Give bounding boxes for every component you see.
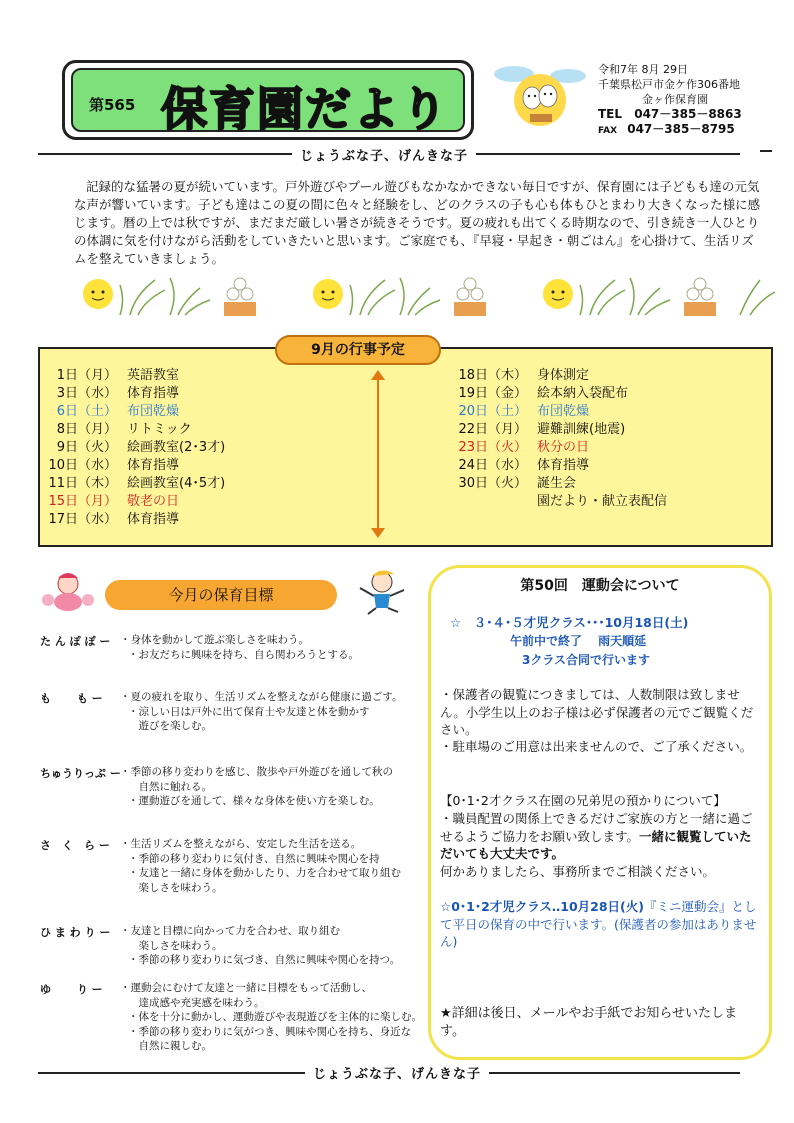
event-row [30, 367, 225, 385]
goal-line: ・友達と目標に向かって力を合わせ、取り組む [120, 925, 341, 937]
class-tanpopo-name: た ん ぽ ぽ ー [40, 635, 111, 648]
grass-icon [170, 278, 210, 315]
fax-label: FAX [598, 126, 618, 136]
class-tanpopo-goals [120, 633, 359, 662]
event-date: 20日（土） [458, 404, 527, 419]
goals-title: 今月の保育目標 [105, 580, 337, 610]
title-banner [62, 60, 474, 140]
sports-mini-event [440, 898, 758, 951]
event-date: 11日（木） [48, 476, 117, 491]
event-row [440, 493, 667, 511]
dango-icon [684, 278, 716, 316]
sports-sibling-bold: 一緒に観覧していただいても大丈夫です。 [440, 828, 752, 861]
goal-line: ・季節の移り変わりに気付き、自然に興味や関心を持 [128, 852, 380, 865]
event-date: 9日（火） [56, 440, 117, 455]
sports-footer-note: ★詳細は後日、メールやお手紙でお知らせいたします。 [440, 1006, 738, 1039]
event-text: 誕生会 [537, 476, 577, 491]
moon-icon [313, 279, 343, 309]
class-himawari-name: ひ ま わ り ー [40, 926, 111, 939]
event-row [30, 493, 225, 511]
event-text: 敬老の日 [127, 494, 180, 509]
sports-para-viewing: ・保護者の観覧につきましては、人数制限は致しません。小学生以上のお子様は必ず保護者の元でご観覧ください。 [440, 687, 754, 737]
events-title: 9月の行事予定 [275, 335, 441, 365]
event-text: 体育指導 [537, 458, 590, 473]
goal-line: ・身体を動かして遊ぶ楽しさを味わう。 [120, 634, 309, 646]
class-sakura-name: さ く ら ー [40, 839, 110, 852]
issue-number: 第565 [89, 96, 136, 114]
nursery-name: 金ヶ作保育園 [642, 93, 708, 106]
event-row [440, 421, 667, 439]
dango-icon [454, 278, 486, 316]
sports-joint-note: 3クラス合同で行います [522, 653, 650, 667]
class-tulip-name: ちゅうりっぷ ー [40, 767, 121, 780]
event-row [30, 457, 225, 475]
goal-line: ・お友だちに興味を持ち、自ら関わろうとする。 [128, 648, 359, 661]
event-date: 6日（土） [56, 404, 117, 419]
event-row [440, 367, 667, 385]
event-row [440, 475, 667, 493]
title-banner-inner [71, 68, 465, 136]
event-text: 絵画教室(2･3才) [127, 440, 226, 455]
top-divider-tick [760, 150, 772, 152]
event-text: 布団乾燥 [537, 404, 590, 419]
sports-sibling-body: ・職員配置の関係上できるだけご家族の方と一緒に過ごせるようご協力をお願い致します。 [440, 811, 753, 844]
class-momo-goals [120, 690, 402, 734]
event-text: 秋分の日 [537, 440, 590, 455]
goal-line: ・運動遊びを通して、様々な身体を使い方を楽しむ。 [128, 795, 380, 807]
event-text: 体育指導 [127, 458, 180, 473]
top-slogan: じょうぶな子、げんきな子 [292, 145, 476, 164]
class-sakura-goals [120, 837, 401, 895]
dango-icon [224, 278, 256, 316]
sports-sibling-text [440, 810, 758, 863]
event-date: 24日（水） [458, 458, 527, 473]
goal-line: ・生活リズムを整えながら、安定した生活を送る。 [120, 838, 362, 850]
goal-line: ・運動会にむけて友達と一緒に目標をもって活動し、 [120, 982, 372, 994]
goal-line: ・季節の移り変わりを感じ、散歩や戸外遊びを通して秋の [120, 766, 393, 778]
class-momo-name: も も ー [40, 692, 103, 705]
event-row [30, 403, 225, 421]
intro-paragraph [74, 178, 764, 268]
event-text: 布団乾燥 [127, 404, 180, 419]
moon-icon [543, 279, 573, 309]
goal-line: ・涼しい日は戸外に出て保育士や友達と体を動かす [128, 705, 370, 718]
intro-text: 記録的な猛暑の夏が続いています。戸外遊びやプール遊びもなかなかできない毎日ですが、保育園には子どもも達の元気な声が響いています。子ども達はこの夏の間に色々と経験をし、どのクラスの子も心も体もひとまわり大きくなった様に感じます。暦の上では秋ですが、まだまだ厳しい暑さが続きそうです。夏の疲れも出てくる時期なので、引き続き一人ひとりの体調に気を付けながら活動をしていきたいと思います。ご家庭でも、『早寝・早起き・朝ごはん』を心掛けて、生活リズムを整えていきましょう。 [74, 179, 761, 266]
event-date: 30日（火） [458, 476, 527, 491]
event-date: 18日（木） [458, 368, 527, 383]
grass-icon [400, 278, 440, 315]
issue-date: 令和7年 8月 29日 [598, 63, 688, 76]
grass-icon [740, 280, 775, 315]
class-tulip-goals [120, 765, 393, 809]
event-text: 園だより・献立表配信 [537, 494, 668, 509]
class-yuri-goals [120, 981, 422, 1054]
event-text: 絵画教室(4･5才) [127, 476, 226, 491]
event-row [30, 385, 225, 403]
decoration-row [60, 270, 780, 320]
events-left-column [30, 367, 225, 529]
header-info [598, 62, 742, 139]
event-text: 絵本納入袋配布 [537, 386, 629, 401]
event-date: 15日（月） [48, 494, 117, 509]
events-right-column [440, 367, 667, 511]
class-himawari-goals [120, 924, 400, 968]
sports-mini-event-text: 『ミニ運動会』として平日の保育の中で行います。(保護者の参加はありません) [440, 899, 757, 949]
event-text: 体育指導 [127, 386, 180, 401]
sports-older-classes-date: ☆ ３･４･５才児クラス･･･10月18日(土) [450, 615, 689, 630]
fax-number: 047－385－8795 [627, 122, 735, 136]
event-date: 23日（火） [458, 440, 527, 455]
sports-contact-note: 何かありましたら、事務所までご相談ください。 [440, 864, 716, 879]
event-row [440, 457, 667, 475]
goal-line: 楽しさを味わう。 [128, 939, 223, 952]
divider-arrow-bottom-icon [371, 526, 385, 540]
event-row [30, 511, 225, 529]
event-date: 22日（月） [458, 422, 527, 437]
event-date: 10日（水） [48, 458, 117, 473]
event-date: 3日（水） [56, 386, 117, 401]
goal-line: 楽しさを味わう。 [128, 881, 223, 894]
event-date: 17日（水） [48, 512, 117, 527]
event-date: 8日（月） [56, 422, 117, 437]
bottom-slogan: じょうぶな子、げんきな子 [305, 1063, 489, 1082]
goal-line: ・友達と一緒に身体を動かしたり、力を合わせて取り組む [128, 867, 401, 879]
tel-row [598, 107, 742, 122]
events-divider [377, 378, 379, 530]
event-row [440, 385, 667, 403]
event-text: 避難訓練(地震) [537, 422, 626, 437]
sports-sibling-heading: 【0･1･2才クラス在園の兄弟児の預かりについて】 [440, 793, 726, 808]
goal-line: 自然に親しむ。 [128, 1040, 212, 1052]
event-text: 体育指導 [127, 512, 180, 527]
sports-day-title: 第50回 運動会について [520, 578, 680, 594]
event-text: 英語教室 [127, 368, 180, 383]
goal-line: ・夏の疲れを取り、生活リズムを整えながら健康に過ごす。 [120, 691, 403, 703]
event-row [440, 403, 667, 421]
event-row [440, 439, 667, 457]
sun-cats-illustration-icon [492, 62, 588, 128]
goal-line: 遊びを楽しむ。 [128, 720, 212, 732]
sports-para-parking: ・駐車場のご用意は出来ませんので、ご了承ください。 [440, 739, 753, 754]
divider-arrow-top-icon [371, 370, 385, 384]
grass-icon [120, 280, 165, 315]
running-child-illustration-icon [352, 568, 410, 616]
address: 千葉県松戸市金ケ作306番地 [598, 78, 740, 91]
class-yuri-name: ゆ り ー [40, 983, 103, 996]
event-text: リトミック [127, 422, 192, 437]
grass-icon [580, 280, 625, 315]
newsletter-title: 保育園だより [161, 82, 449, 136]
event-row [30, 475, 225, 493]
dancing-child-illustration-icon [40, 570, 96, 614]
goal-line: ・体を十分に動かし、運動遊びや表現遊びを主体的に楽しむ。 [128, 1011, 422, 1023]
goal-line: ・季節の移り変わりに気がつき、興味や関心を持ち、身近な [128, 1025, 412, 1038]
sports-time-note: 午前中で終了 雨天順延 [510, 634, 647, 648]
event-row [30, 421, 225, 439]
fax-row [598, 122, 742, 139]
event-row [30, 439, 225, 457]
moon-icon [83, 279, 113, 309]
event-text: 身体測定 [537, 368, 590, 383]
grass-icon [630, 278, 670, 315]
grass-icon [350, 280, 395, 315]
tel-number: 047－385－8863 [634, 107, 742, 121]
event-date: 1日（月） [56, 368, 117, 383]
tel-label: TEL [598, 107, 623, 121]
goal-line: 達成感や充実感を味わう。 [128, 996, 265, 1009]
goal-line: 自然に触れる。 [128, 780, 212, 793]
sports-mini-event-head: ☆0･1･2才児クラス‥10月28日(火) [440, 899, 644, 914]
event-date: 19日（金） [458, 386, 527, 401]
goal-line: ・季節の移り変わりに気づき、自然に興味や関心を持つ。 [128, 954, 401, 966]
